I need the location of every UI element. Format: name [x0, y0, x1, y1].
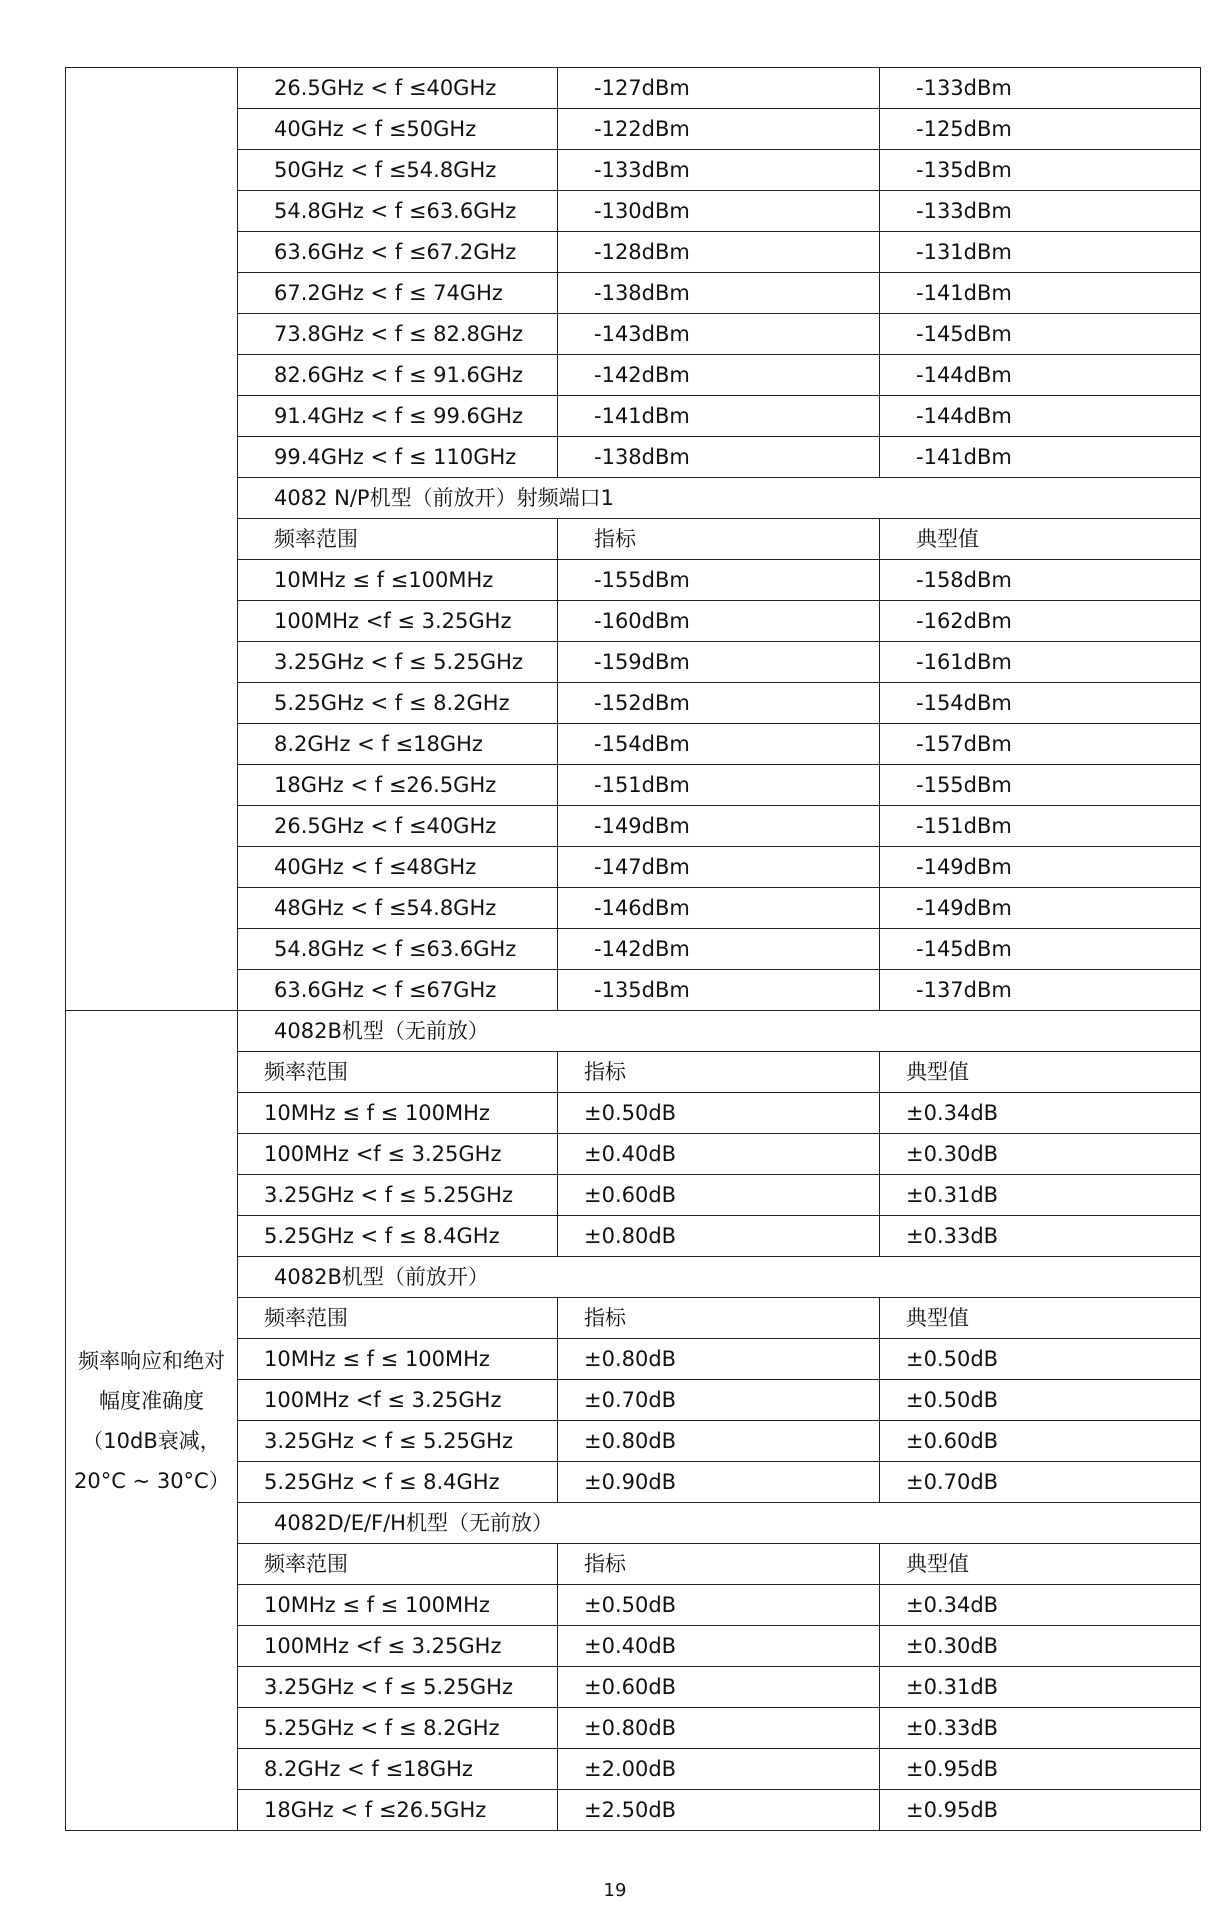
- spec-value: -130dBm: [558, 191, 880, 232]
- frequency-range: 3.25GHz < f ≤ 5.25GHz: [238, 1175, 558, 1216]
- typical-value: ±0.33dB: [880, 1708, 1201, 1749]
- typical-value: -157dBm: [880, 724, 1201, 765]
- spec-value: ±0.40dB: [558, 1626, 880, 1667]
- spec-value: ±0.60dB: [558, 1667, 880, 1708]
- frequency-range: 54.8GHz < f ≤63.6GHz: [238, 929, 558, 970]
- typical-value: -145dBm: [880, 314, 1201, 355]
- spec-value: -143dBm: [558, 314, 880, 355]
- spec-value: -141dBm: [558, 396, 880, 437]
- typical-value: -141dBm: [880, 437, 1201, 478]
- typical-value: ±0.31dB: [880, 1667, 1201, 1708]
- frequency-range: 91.4GHz < f ≤ 99.6GHz: [238, 396, 558, 437]
- typical-value: ±0.30dB: [880, 1626, 1201, 1667]
- column-header: 指标: [558, 1544, 880, 1585]
- frequency-range: 100MHz <f ≤ 3.25GHz: [238, 601, 558, 642]
- typical-value: -162dBm: [880, 601, 1201, 642]
- typical-value: ±0.50dB: [880, 1380, 1201, 1421]
- typical-value: -149dBm: [880, 847, 1201, 888]
- frequency-range: 50GHz < f ≤54.8GHz: [238, 150, 558, 191]
- typical-value: ±0.60dB: [880, 1421, 1201, 1462]
- spec-value: -146dBm: [558, 888, 880, 929]
- column-header: 频率范围: [238, 1544, 558, 1585]
- spec-value: -138dBm: [558, 273, 880, 314]
- frequency-range: 26.5GHz < f ≤40GHz: [238, 68, 558, 109]
- typical-value: -158dBm: [880, 560, 1201, 601]
- typical-value: ±0.33dB: [880, 1216, 1201, 1257]
- spec-value: -147dBm: [558, 847, 880, 888]
- group-title-row: [66, 1011, 1201, 1052]
- frequency-range: 82.6GHz < f ≤ 91.6GHz: [238, 355, 558, 396]
- frequency-range: 48GHz < f ≤54.8GHz: [238, 888, 558, 929]
- table-row: [66, 68, 1201, 109]
- spec-value: -152dBm: [558, 683, 880, 724]
- section-label: 频率响应和绝对幅度准确度（10dB衰减，20°C ~ 30°C）: [66, 1011, 238, 1831]
- spec-value: -133dBm: [558, 150, 880, 191]
- typical-value: -135dBm: [880, 150, 1201, 191]
- column-header: 典型值: [880, 519, 1201, 560]
- group-title: 4082B机型（无前放）: [238, 1011, 1201, 1052]
- group-title: 4082B机型（前放开）: [238, 1257, 1201, 1298]
- typical-value: ±0.70dB: [880, 1462, 1201, 1503]
- typical-value: -131dBm: [880, 232, 1201, 273]
- frequency-range: 18GHz < f ≤26.5GHz: [238, 1790, 558, 1831]
- spec-value: -142dBm: [558, 929, 880, 970]
- section-label: [66, 68, 238, 1011]
- frequency-range: 40GHz < f ≤50GHz: [238, 109, 558, 150]
- spec-value: ±2.00dB: [558, 1749, 880, 1790]
- typical-value: -145dBm: [880, 929, 1201, 970]
- spec-value: ±2.50dB: [558, 1790, 880, 1831]
- frequency-range: 5.25GHz < f ≤ 8.4GHz: [238, 1462, 558, 1503]
- typical-value: ±0.95dB: [880, 1790, 1201, 1831]
- spec-value: -154dBm: [558, 724, 880, 765]
- typical-value: -137dBm: [880, 970, 1201, 1011]
- frequency-range: 18GHz < f ≤26.5GHz: [238, 765, 558, 806]
- typical-value: -141dBm: [880, 273, 1201, 314]
- frequency-range: 67.2GHz < f ≤ 74GHz: [238, 273, 558, 314]
- typical-value: ±0.31dB: [880, 1175, 1201, 1216]
- spec-value: -138dBm: [558, 437, 880, 478]
- column-header: 指标: [558, 1052, 880, 1093]
- frequency-range: 100MHz <f ≤ 3.25GHz: [238, 1134, 558, 1175]
- frequency-range: 26.5GHz < f ≤40GHz: [238, 806, 558, 847]
- spec-value: ±0.90dB: [558, 1462, 880, 1503]
- frequency-range: 5.25GHz < f ≤ 8.2GHz: [238, 683, 558, 724]
- column-header: 指标: [558, 519, 880, 560]
- frequency-range: 99.4GHz < f ≤ 110GHz: [238, 437, 558, 478]
- frequency-range: 63.6GHz < f ≤67.2GHz: [238, 232, 558, 273]
- spec-value: ±0.80dB: [558, 1421, 880, 1462]
- spec-value: -151dBm: [558, 765, 880, 806]
- spec-table-body: [66, 68, 1201, 1831]
- frequency-range: 63.6GHz < f ≤67GHz: [238, 970, 558, 1011]
- column-header: 频率范围: [238, 1052, 558, 1093]
- frequency-range: 10MHz ≤ f ≤100MHz: [238, 560, 558, 601]
- typical-value: ±0.34dB: [880, 1093, 1201, 1134]
- frequency-range: 3.25GHz < f ≤ 5.25GHz: [238, 1667, 558, 1708]
- spec-value: ±0.80dB: [558, 1216, 880, 1257]
- frequency-range: 40GHz < f ≤48GHz: [238, 847, 558, 888]
- group-title: 4082 N/P机型（前放开）射频端口1: [238, 478, 1201, 519]
- spec-value: ±0.80dB: [558, 1708, 880, 1749]
- frequency-range: 10MHz ≤ f ≤ 100MHz: [238, 1585, 558, 1626]
- spec-value: -149dBm: [558, 806, 880, 847]
- spec-value: -127dBm: [558, 68, 880, 109]
- spec-value: ±0.80dB: [558, 1339, 880, 1380]
- spec-value: -159dBm: [558, 642, 880, 683]
- frequency-range: 100MHz <f ≤ 3.25GHz: [238, 1626, 558, 1667]
- typical-value: ±0.30dB: [880, 1134, 1201, 1175]
- spec-value: -135dBm: [558, 970, 880, 1011]
- column-header: 典型值: [880, 1298, 1201, 1339]
- spec-value: -160dBm: [558, 601, 880, 642]
- column-header: 频率范围: [238, 519, 558, 560]
- frequency-range: 5.25GHz < f ≤ 8.4GHz: [238, 1216, 558, 1257]
- frequency-range: 5.25GHz < f ≤ 8.2GHz: [238, 1708, 558, 1749]
- frequency-range: 10MHz ≤ f ≤ 100MHz: [238, 1093, 558, 1134]
- spec-value: ±0.70dB: [558, 1380, 880, 1421]
- typical-value: ±0.95dB: [880, 1749, 1201, 1790]
- page-number: 19: [603, 1880, 627, 1901]
- spec-value: -142dBm: [558, 355, 880, 396]
- frequency-range: 3.25GHz < f ≤ 5.25GHz: [238, 642, 558, 683]
- typical-value: -144dBm: [880, 396, 1201, 437]
- frequency-range: 73.8GHz < f ≤ 82.8GHz: [238, 314, 558, 355]
- group-title: 4082D/E/F/H机型（无前放）: [238, 1503, 1201, 1544]
- frequency-range: 3.25GHz < f ≤ 5.25GHz: [238, 1421, 558, 1462]
- typical-value: -149dBm: [880, 888, 1201, 929]
- spec-table: [65, 67, 1201, 1831]
- column-header: 典型值: [880, 1544, 1201, 1585]
- typical-value: -161dBm: [880, 642, 1201, 683]
- spec-value: -155dBm: [558, 560, 880, 601]
- typical-value: -133dBm: [880, 68, 1201, 109]
- frequency-range: 10MHz ≤ f ≤ 100MHz: [238, 1339, 558, 1380]
- spec-value: -122dBm: [558, 109, 880, 150]
- spec-value: ±0.50dB: [558, 1093, 880, 1134]
- column-header: 典型值: [880, 1052, 1201, 1093]
- typical-value: -125dBm: [880, 109, 1201, 150]
- typical-value: -144dBm: [880, 355, 1201, 396]
- spec-value: ±0.60dB: [558, 1175, 880, 1216]
- frequency-range: 8.2GHz < f ≤18GHz: [238, 1749, 558, 1790]
- frequency-range: 100MHz <f ≤ 3.25GHz: [238, 1380, 558, 1421]
- frequency-range: 8.2GHz < f ≤18GHz: [238, 724, 558, 765]
- spec-value: -128dBm: [558, 232, 880, 273]
- spec-value: ±0.50dB: [558, 1585, 880, 1626]
- typical-value: -151dBm: [880, 806, 1201, 847]
- typical-value: ±0.34dB: [880, 1585, 1201, 1626]
- column-header: 频率范围: [238, 1298, 558, 1339]
- frequency-range: 54.8GHz < f ≤63.6GHz: [238, 191, 558, 232]
- spec-value: ±0.40dB: [558, 1134, 880, 1175]
- typical-value: -133dBm: [880, 191, 1201, 232]
- typical-value: ±0.50dB: [880, 1339, 1201, 1380]
- typical-value: -155dBm: [880, 765, 1201, 806]
- typical-value: -154dBm: [880, 683, 1201, 724]
- column-header: 指标: [558, 1298, 880, 1339]
